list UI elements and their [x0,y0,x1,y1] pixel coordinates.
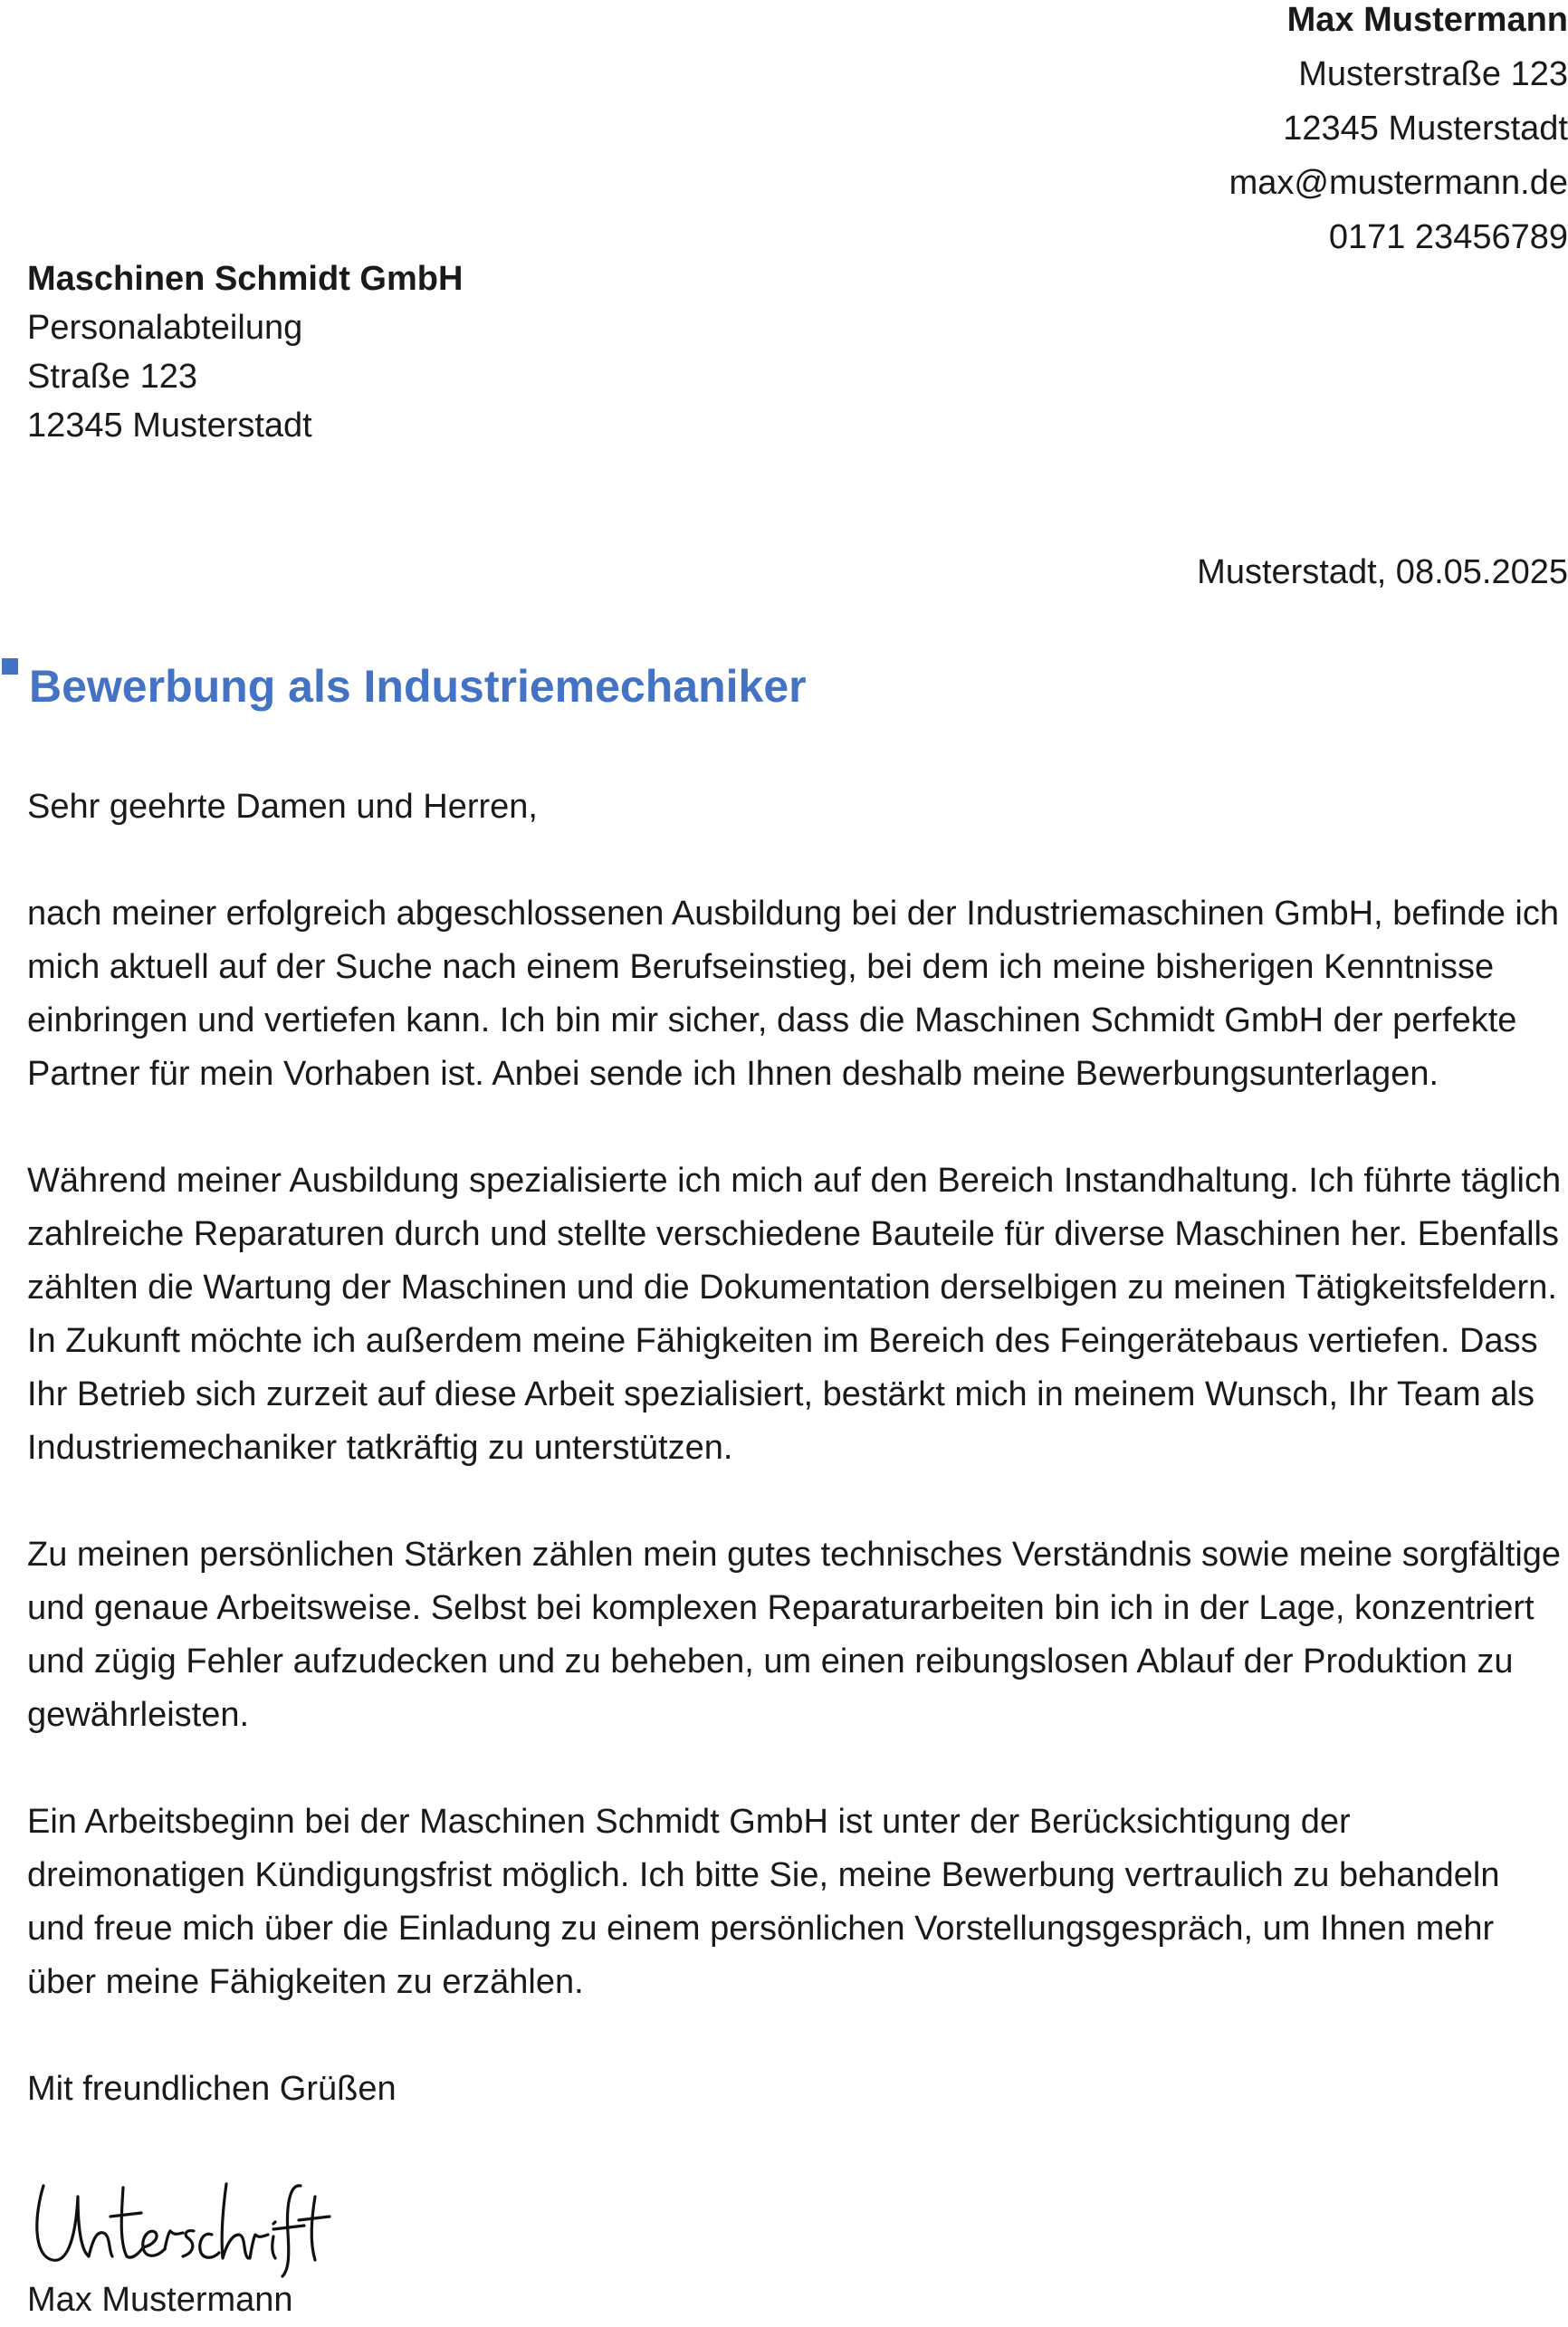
body-paragraph: nach meiner erfolgreich abgeschlossenen Ausbildung bei der Industriemaschinen GmbH, befinde ich mich aktuell auf der Suche nach einem Berufseinstieg, bei dem ich meine bisherigen Kenntnisse einbringen und vertiefen kann. Ich bin mir sicher, dass die Maschinen Schmidt GmbH der perfekte Partner für mein Vorhaben ist. Anbei sende ich Ihnen deshalb meine Bewerbungsunterlagen. [27,895,1560,1093]
sender-city: 12345 Musterstadt [1283,110,1568,148]
date-line: Musterstadt, 08.05.2025 [1197,553,1568,591]
sender-street: Musterstraße 123 [1298,55,1568,93]
body-paragraph: Während meiner Ausbildung spezialisierte ich mich auf den Bereich Instandhaltung. Ich führte täglich zahlreiche Reparaturen durch und stellte verschiedene Bauteile für diverse Maschinen her. Ebenfalls zählten die Wartung der Maschinen und die Dokumentation derselbigen zu meinen Tätigkeitsfeldern. In Zukunft möchte ich außerdem meine Fähigkeiten im Bereich des Feingerätebaus vertiefen. Dass Ihr Betrieb sich zurzeit auf diese Arbeit spezialisiert, bestärkt mich in meinem Wunsch, Ihr Team als Industriemechaniker tatkräftig zu unterstützen. [27,1162,1562,1467]
salutation: Sehr geehrte Damen und Herren, [27,788,538,826]
letter-subject: Bewerbung als Industriemechaniker [29,661,807,712]
letter-body [27,780,1566,2169]
heading-marker-icon [2,658,18,675]
recipient-company: Maschinen Schmidt GmbH [27,260,464,298]
sender-phone: 0171 23456789 [1328,218,1568,256]
body-paragraph: Ein Arbeitsbeginn bei der Maschinen Schmidt GmbH ist unter der Berücksichtigung der dreimonatigen Kündigungsfrist möglich. Ich bitte Sie, meine Bewerbung vertraulich zu behandeln und freue mich über die Einladung zu einem persönlichen Vorstellungsgespräch, um Ihnen mehr über meine Fähigkeiten zu erzählen. [27,1803,1500,2001]
recipient-department: Personalabteilung [27,309,303,347]
recipient-city: 12345 Musterstadt [27,407,312,445]
signature-icon [33,2169,331,2280]
sender-address-block [1229,0,1568,264]
body-paragraph: Zu meinen persönlichen Stärken zählen mein gutes technisches Verständnis sowie meine sorgfältige und genaue Arbeitsweise. Selbst bei komplexen Reparaturarbeiten bin ich in der Lage, konzentriert und zügig Fehler aufzudecken und zu beheben, um einen reibungslosen Ablauf der Produktion zu gewährleisten. [27,1536,1562,1734]
recipient-address-block [27,254,463,450]
closing: Mit freundlichen Grüßen [27,2070,397,2108]
sender-email: max@mustermann.de [1229,164,1568,202]
recipient-street: Straße 123 [27,358,197,396]
sender-name: Max Mustermann [1286,1,1568,39]
handwritten-signature [33,2169,331,2280]
signer-name: Max Mustermann [27,2281,293,2319]
